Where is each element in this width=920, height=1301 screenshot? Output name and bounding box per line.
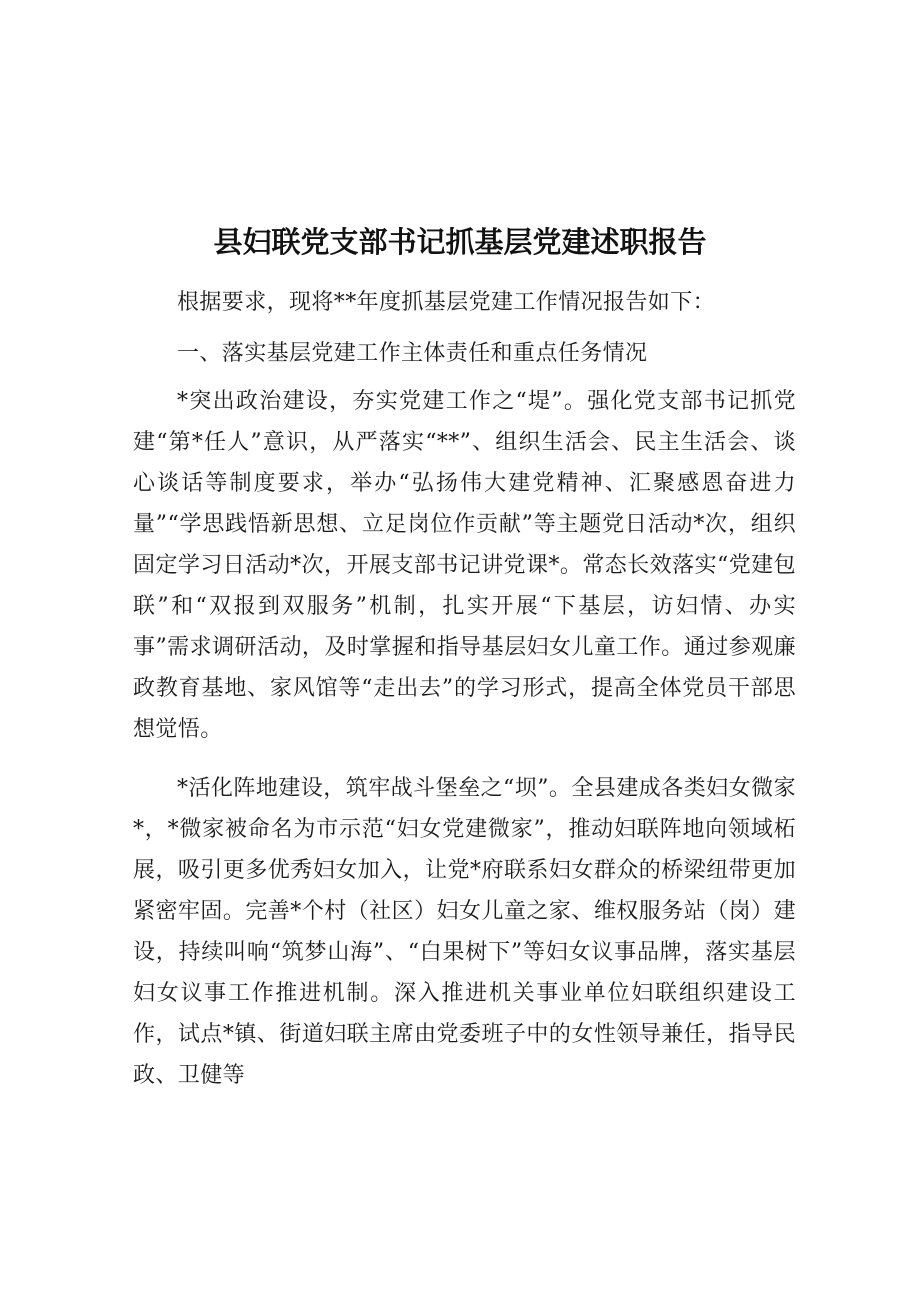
document-title: 县妇联党支部书记抓基层党建述职报告 bbox=[213, 225, 707, 259]
intro-paragraph: 根据要求，现将**年度抓基层党建工作情况报告如下： bbox=[177, 290, 716, 315]
body-paragraph: *活化阵地建设，筑牢战斗堡垒之“坝”。全县建成各类妇女微家*，*微家被命名为市示范“妇女党建微家”，推动妇联阵地向领域柘展，吸引更多优秀妇女加入，让党*府联系妇女群众的桥梁纽带更加紧密牢固。完善*个村（社区）妇女儿童之家、维权服务站（岗）建设，持续叫响“筑梦山海”、“白果树下”等妇女议事品牌，落实基层妇女议事工作推进机制。深入推进机关事业单位妇联组织建设工作，试点*镇、街道妇联主席由党委班子中的女性领导兼任，指导民政、卫健等 bbox=[133, 776, 796, 1088]
body-paragraph: *突出政治建设，夯实党建工作之“堤”。强化党支部书记抓党建“第*任人”意识，从严落实“**”、组织生活会、民主生活会、谈心谈话等制度要求，举办“弘扬伟大建党精神、汇聚感恩奋进力量”“学思践悟新思想、立足岗位作贡献”等主题党日活动*次，组织固定学习日活动*次，开展支部书记讲党课*。常态长效落实“党建包联”和“双报到双服务”机制，扎实开展“下基层，访妇情、办实事”需求调研活动，及时掌握和指导基层妇女儿童工作。通过参观廉政教育基地、家风馆等“走出去”的学习形式，提高全体党员干部思想觉悟。 bbox=[133, 389, 796, 742]
section-heading: 一、落实基层党建工作主体责任和重点任务情况 bbox=[177, 341, 648, 366]
